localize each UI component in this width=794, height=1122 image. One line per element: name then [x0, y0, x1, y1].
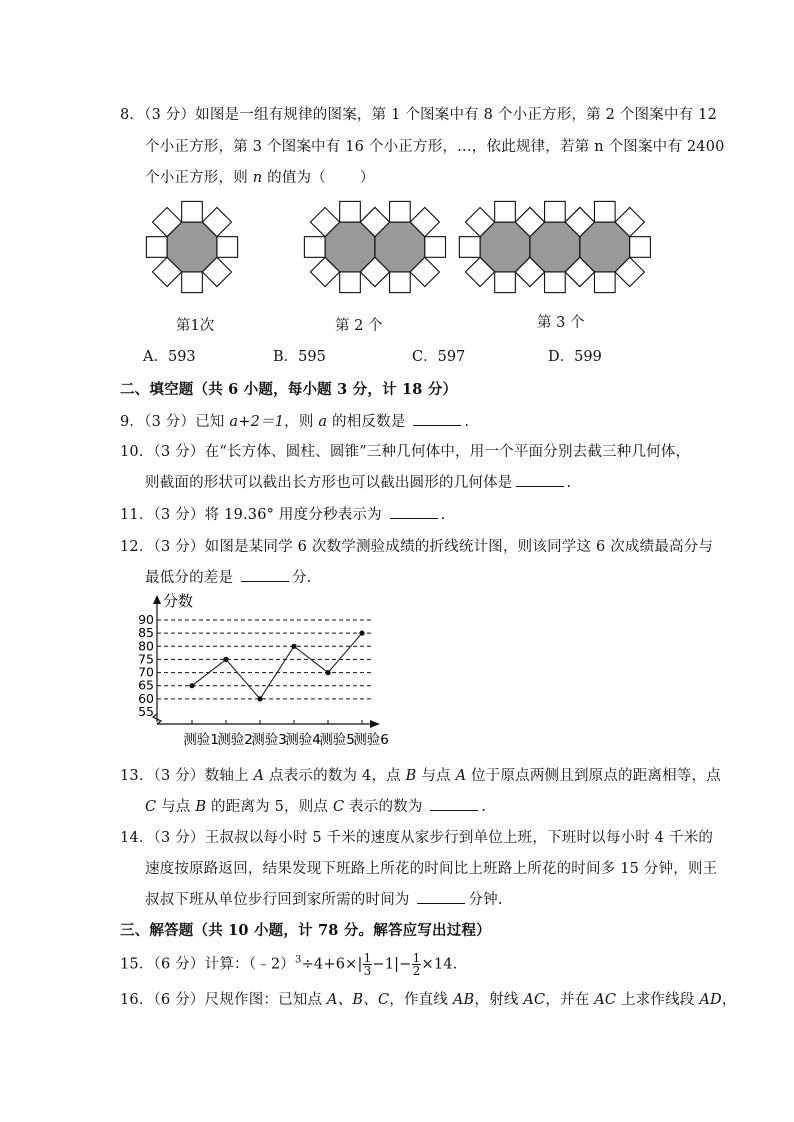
x-tick-label: 测验3 — [251, 732, 287, 748]
small-square — [304, 237, 325, 258]
series-line — [192, 633, 362, 699]
y-tick-label: 85 — [138, 625, 154, 641]
data-point — [291, 644, 296, 649]
y-tick-label: 65 — [138, 677, 154, 693]
q13-line2: C 与点 B 的距离为 5，则点 C 表示的数为 . — [145, 799, 487, 815]
small-square — [340, 201, 361, 222]
data-point — [359, 631, 364, 636]
small-square — [425, 237, 446, 258]
data-point — [189, 683, 194, 688]
q12-line1: 12．（3 分）如图是某同学 6 次数学测验成绩的折线统计图，则该同学这 6 次成绩最高分与 — [120, 539, 714, 555]
q11: 11．（3 分）将 19.36° 用度分秒表示为 . — [120, 507, 446, 523]
y-tick-label: 70 — [138, 664, 154, 680]
small-square — [146, 237, 167, 258]
y-tick-label: 80 — [138, 638, 154, 654]
q13-line1: 13．（3 分）数轴上 A 点表示的数为 4，点 B 与点 A 位于原点两侧且到原点的距离相等，点 — [120, 768, 721, 784]
y-tick-label: 75 — [138, 651, 154, 667]
small-square — [594, 201, 615, 222]
x-tick-label: 测验2 — [217, 732, 253, 748]
q8-line1: 8．（3 分）如图是一组有规律的图案，第 1 个图案中有 8 个小正方形，第 2 个图案中有 12 — [120, 107, 717, 123]
y-axis-arrow — [153, 595, 161, 604]
small-square — [495, 272, 516, 293]
small-square — [217, 237, 238, 258]
small-square — [594, 272, 615, 293]
caption-pattern-2: 第 2 个 — [335, 318, 383, 334]
y-tick-label: 55 — [138, 704, 154, 719]
small-square — [630, 237, 651, 258]
option-d[interactable]: D．599 — [548, 349, 602, 365]
x-tick-label: 测验1 — [183, 732, 219, 748]
section-3-heading: 三、解答题（共 10 小题，计 78 分。解答应写出过程） — [120, 922, 491, 939]
caption-pattern-1: 第1次 — [176, 318, 215, 334]
small-square — [459, 237, 480, 258]
small-square — [182, 201, 203, 222]
section-2-heading: 二、填空题（共 6 小题，每小题 3 分，计 18 分） — [120, 381, 458, 398]
option-c[interactable]: C．597 — [412, 349, 466, 365]
small-square — [340, 272, 361, 293]
q8-line3: 个小正方形，则 n 的值为（ ） — [145, 170, 375, 186]
y-axis-label: 分数 — [163, 592, 194, 610]
x-axis-arrow — [370, 720, 380, 728]
small-square — [545, 272, 566, 293]
small-square — [495, 201, 516, 222]
q12-line2: 最低分的差是 分. — [145, 570, 312, 586]
q16: 16．（6 分）尺规作图：已知点 A、B、C，作直线 AB，射线 AC，并在 AC 上求作线段 AD， — [120, 992, 737, 1008]
y-tick-label: 90 — [138, 612, 154, 627]
x-tick-label: 测验4 — [285, 732, 321, 748]
data-point — [257, 696, 262, 701]
q10-line1: 10．（3 分）在“长方体、圆柱、圆锥”三种几何体中，用一个平面分别去截三种几何体， — [120, 444, 691, 460]
q10-line2: 则截面的形状可以截出长方形也可以截出圆形的几何体是 . — [145, 475, 572, 491]
q8-line2: 个小正方形，第 3 个图案中有 16 个小正方形，…，依此规律，若第 n 个图案中有 2400 — [145, 139, 725, 155]
q14-line2: 速度按原路返回，结果发现下班路上所花的时间比上班路上所花的时间多 15 分钟，则王 — [145, 861, 718, 877]
caption-pattern-3: 第 3 个 — [537, 315, 585, 331]
data-point — [223, 657, 228, 662]
y-tick-label: 60 — [138, 690, 154, 706]
option-b[interactable]: B．595 — [273, 349, 326, 365]
q9: 9．（3 分）已知 a+2＝1，则 a 的相反数是 . — [120, 414, 470, 430]
q14-line1: 14．（3 分）王叔叔以每小时 5 千米的速度从家步行到单位上班，下班时以每小时 4 千米的 — [120, 830, 714, 846]
q8-options — [143, 345, 703, 363]
q14-line3: 叔叔下班从单位步行回到家所需的时间为 分钟. — [145, 892, 503, 908]
x-tick-label: 测验5 — [319, 732, 355, 748]
option-a[interactable]: A．593 — [143, 349, 196, 365]
data-point — [325, 670, 330, 675]
small-square — [182, 272, 203, 293]
q15: 15．（6 分）计算：（﹣2）$^3$÷4+6×| $\frac{1}{3}$ −1|− $\frac{1}{2}$ ×14. — [120, 951, 458, 978]
x-tick-label: 测验6 — [353, 732, 389, 748]
score-line-chart — [135, 590, 395, 752]
small-square — [390, 201, 411, 222]
small-square — [390, 272, 411, 293]
small-square — [545, 201, 566, 222]
